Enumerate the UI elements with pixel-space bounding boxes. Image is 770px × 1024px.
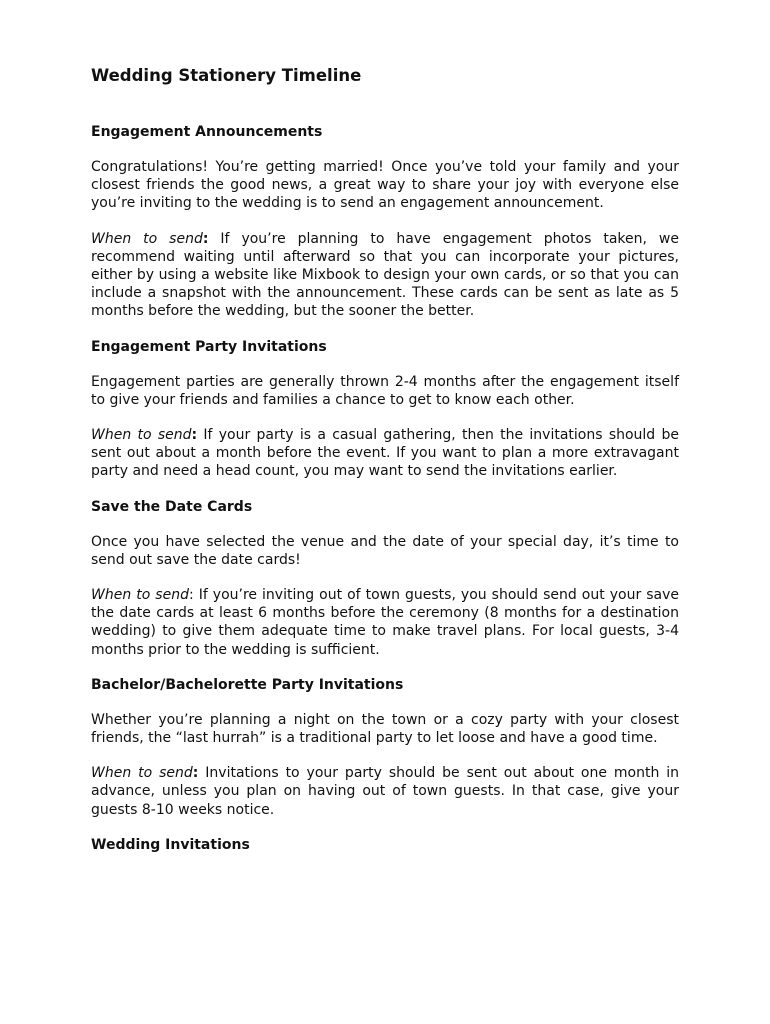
when-to-send-text: If you’re inviting out of town guests, you should send out your save the date cards at least 6 months before the ceremony (8 months for a destination wedding) to give them adequate time to make travel plans. For local guests, 3-4 months prior to the wedding is sufficient. [91,587,679,658]
section-intro-engagement-party-invitations: Engagement parties are generally thrown 2-4 months after the engagement itself to give your friends and families a chance to get to know each other. [91,373,679,408]
when-to-send-colon: : [202,230,209,247]
section-intro-save-the-date-cards: Once you have selected the venue and the date of your special day, it’s time to send out save the date cards! [91,533,679,568]
when-to-send-engagement-party-invitations [91,426,679,481]
document-page [91,64,679,871]
when-to-send-save-the-date-cards [91,586,679,659]
section-heading-wedding-invitations: Wedding Invitations [91,836,250,853]
when-to-send-label: When to send [91,230,203,247]
section-intro-engagement-announcements: Congratulations! You’re getting married! Once you’ve told your family and your closest friends the good news, a great way to share your joy with everyone else you’re inviting to the wedding is to send an engagement announcement. [91,159,679,212]
when-to-send-colon: : [188,587,194,604]
when-to-send-text: Invitations to your party should be sent out about one month in advance, unless you plan on having out of town guests. In that case, give your guests 8-10 weeks notice. [91,765,680,818]
when-to-send-bachelor-party-invitations [91,764,679,819]
when-to-send-colon: : [192,765,199,782]
section-heading-engagement-party-invitations: Engagement Party Invitations [91,338,327,355]
when-to-send-label: When to send [91,765,193,782]
section-intro-bachelor-party-invitations: Whether you’re planning a night on the town or a cozy party with your closest friends, the “last hurrah” is a traditional party to let loose and have a good time. [91,711,679,747]
document-title: Wedding Stationery Timeline [91,66,362,85]
when-to-send-text: If your party is a casual gathering, then the invitations should be sent out about a month before the event. If you want to plan a more extravagant party and need a head count, you may want to send the invitations earlier. [91,427,679,480]
when-to-send-engagement-announcements [91,230,679,321]
when-to-send-colon: : [191,427,198,444]
when-to-send-label: When to send [91,427,192,444]
section-heading-engagement-announcements: Engagement Announcements [91,124,323,140]
section-heading-bachelor-party-invitations: Bachelor/Bachelorette Party Invitations [91,676,404,693]
when-to-send-text: If you’re planning to have engagement photos taken, we recommend waiting until afterward so that you can incorporate your pictures, either by using a website like Mixbook to design your own cards, or so that you can include a snapshot with the announcement. These cards can be sent as late as 5 months before the wedding, but the sooner the better. [91,230,680,320]
section-heading-save-the-date-cards: Save the Date Cards [91,498,253,515]
when-to-send-label: When to send [91,587,189,604]
